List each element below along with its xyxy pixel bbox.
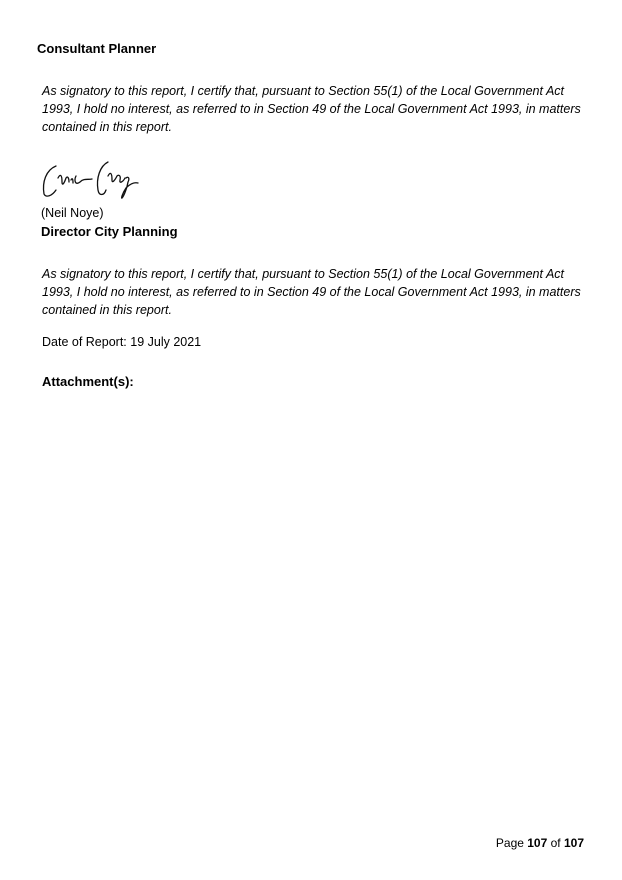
attachments-heading: Attachment(s):: [42, 374, 134, 389]
page-separator: of: [547, 836, 564, 850]
certification-line: As signatory to this report, I certify that, pursuant to Section 55(1) of the Local Government Act: [42, 84, 565, 98]
page-prefix: Page: [495, 836, 528, 850]
consultant-planner-heading: Consultant Planner: [37, 41, 157, 56]
consultant-certification-paragraph: [42, 82, 602, 136]
page-total: 107: [563, 836, 584, 850]
handwritten-signature: [38, 156, 148, 202]
certification-line: contained in this report.: [42, 303, 172, 317]
signatory-role: Director City Planning: [41, 224, 178, 239]
certification-line: 1993, I hold no interest, as referred to in Section 49 of the Local Government Act 1993, in matters: [42, 285, 581, 299]
date-of-report: Date of Report: 19 July 2021: [42, 335, 202, 349]
certification-line: As signatory to this report, I certify that, pursuant to Section 55(1) of the Local Government Act: [42, 267, 565, 281]
page-number: [496, 836, 584, 850]
director-certification-paragraph: [42, 265, 602, 319]
certification-line: 1993, I hold no interest, as referred to in Section 49 of the Local Government Act 1993, in matters: [42, 102, 581, 116]
page-current: 107: [527, 836, 548, 850]
signatory-name: (Neil Noye): [41, 206, 104, 220]
certification-line: contained in this report.: [42, 120, 172, 134]
